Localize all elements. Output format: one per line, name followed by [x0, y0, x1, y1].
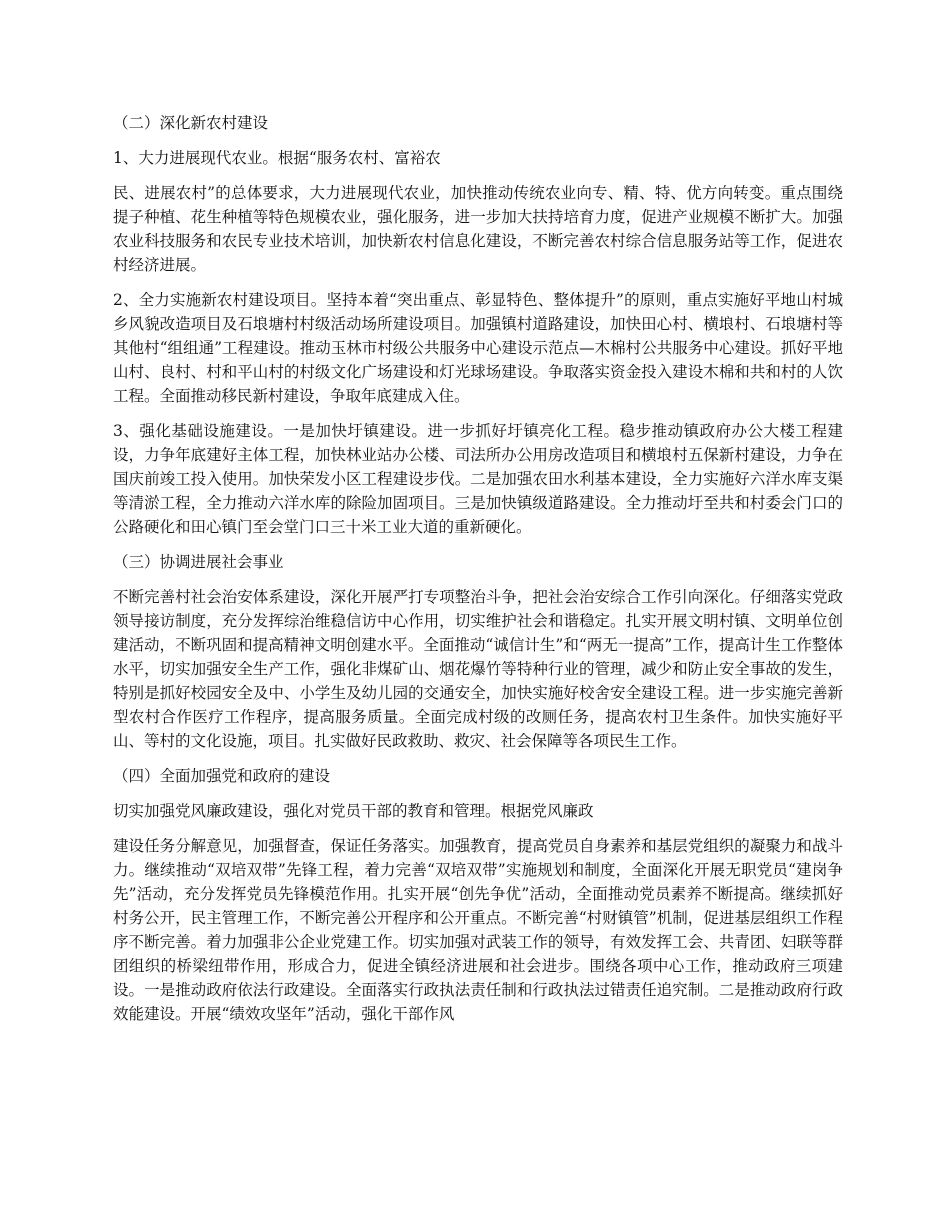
paragraph-1-body: 民、进展农村”的总体要求，大力进展现代农业，加快推动传统农业向专、精、特、优方向转变。重点围绕提子种植、花生种植等特色规模农业，强化服务，进一步加大扶持培育力度，促进产业规模不断扩大。加强农业科技服务和农民专业技术培训，加快新农村信息化建设，不断完善农村综合信息服务站等工作，促进农村经济进展。 [113, 184, 843, 274]
paragraph-5-intro: 切实加强党风廉政建设，强化对党员干部的教育和管理。根据党风廉政 [113, 802, 594, 820]
section-heading-3: （三）协调进展社会事业 [113, 553, 284, 571]
section-heading-2: （二）深化新农村建设 [113, 114, 269, 132]
paragraph-2: 2、全力实施新农村建设项目。坚持本着“突出重点、彰显特色、整体提升”的原则，重点实施好平地山村城乡风貌改造项目及石埌塘村村级活动场所建设项目。加强镇村道路建设，加快田心村、横埌村、石埌塘村等其他村“组组通”工程建设。推动玉林市村级公共服务中心建设示范点—木棉村公共服务中心建设。抓好平地山村、良村、村和平山村的村级文化广场建设和灯光球场建设。争取落实资金投入建设木棉和共和村的人饮工程。全面推动移民新村建设，争取年底建成入住。 [113, 291, 843, 405]
paragraph-5-body: 建设任务分解意见，加强督查，保证任务落实。加强教育，提高党员自身素养和基层党组织的凝聚力和战斗力。继续推动“双培双带”先锋工程，着力完善“双培双带”实施规划和制度，全面深化开展无职党员“建岗争先”活动，充分发挥党员先锋模范作用。扎实开展“创先争优”活动，全面推动党员素养不断提高。继续抓好村务公开，民主管理工作，不断完善公开程序和公开重点。不断完善“村财镇管”机制，促进基层组织工作程序不断完善。着力加强非公企业党建工作。切实加强对武装工作的领导，有效发挥工会、共青团、妇联等群团组织的桥梁纽带作用，形成合力，促进全镇经济进展和社会进步。围绕各项中心工作，推动政府三项建设。一是推动政府依法行政建设。全面落实行政执法责任制和行政执法过错责任追究制。二是推动政府行政效能建设。开展“绩效攻坚年”活动，强化干部作风 [113, 837, 843, 1023]
section-heading-4: （四）全面加强党和政府的建设 [113, 767, 331, 785]
paragraph-4: 不断完善村社会治安体系建设，深化开展严打专项整治斗争，把社会治安综合工作引向深化。仔细落实党政领导接访制度，充分发挥综治维稳信访中心作用，切实维护社会和谐稳定。扎实开展文明村镇、文明单位创建活动，不断巩固和提高精神文明创建水平。全面推动“诚信计生”和“两无一提高”工作，提高计生工作整体水平，切实加强安全生产工作，强化非煤矿山、烟花爆竹等特种行业的管理，减少和防止安全事故的发生，特别是抓好校园安全及中、小学生及幼儿园的交通安全，加快实施好校舍安全建设工程。进一步实施完善新型农村合作医疗工作程序，提高服务质量。全面完成村级的改厕任务，提高农村卫生条件。加快实施好平山、等村的文化设施，项目。扎实做好民政救助、救灾、社会保障等各项民生工作。 [113, 588, 843, 750]
paragraph-1-intro: 1、大力进展现代农业。根据“服务农村、富裕农 [113, 149, 441, 167]
paragraph-3: 3、强化基础设施建设。一是加快圩镇建设。进一步抓好圩镇亮化工程。稳步推动镇政府办公大楼工程建设，力争年底建好主体工程，加快林业站办公楼、司法所办公用房改造项目和横埌村五保新村建设，力争在国庆前竣工投入使用。加快荣发小区工程建设步伐。二是加强农田水利基本建设，全力实施好六洋水库支渠等清淤工程，全力推动六洋水库的除险加固项目。三是加快镇级道路建设。全力推动圩至共和村委会门口的公路硬化和田心镇门至会堂门口三十米工业大道的重新硬化。 [113, 422, 843, 536]
document-body [113, 111, 843, 1037]
